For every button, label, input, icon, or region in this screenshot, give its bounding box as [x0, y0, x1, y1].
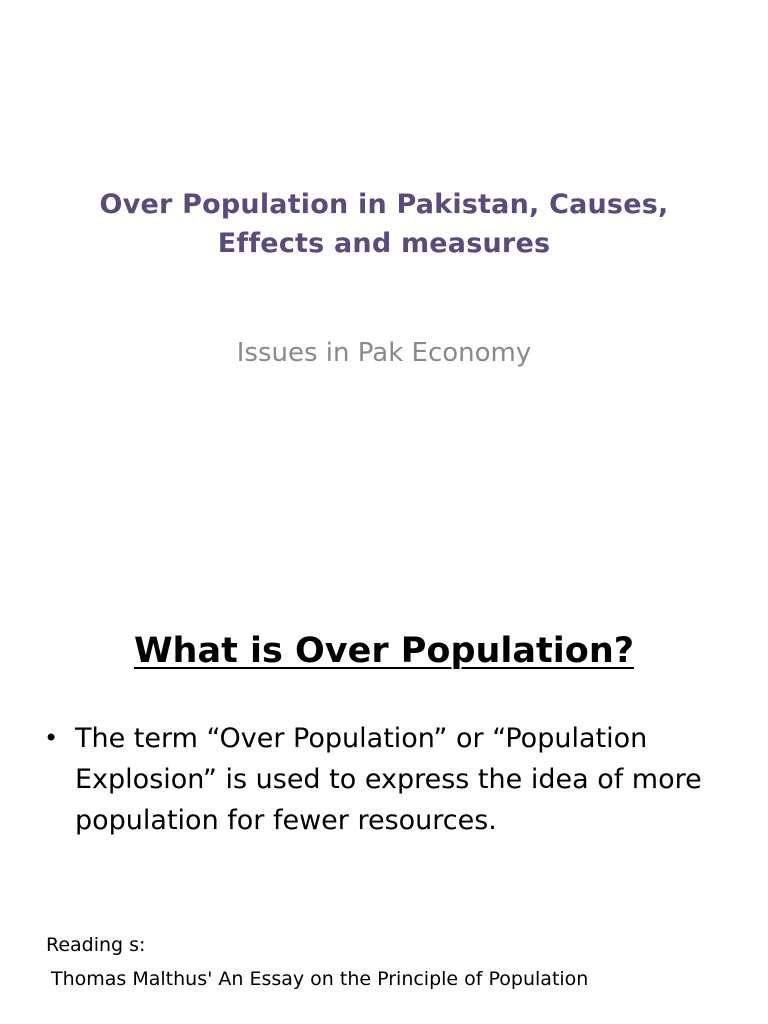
readings-section	[46, 928, 746, 996]
slide-heading: What is Over Population?	[133, 631, 635, 671]
bullet-line-1: The term “Over Population” or “Population	[75, 723, 648, 754]
bullet-line-2: Explosion” is used to express the idea of more	[75, 764, 702, 795]
bullet-list	[44, 718, 724, 841]
slide-title-line-1: Over Population in Pakistan, Causes,	[99, 189, 669, 220]
content-slide	[0, 560, 768, 1024]
slide-subtitle: Issues in Pak Economy	[236, 338, 532, 368]
readings-reference: Thomas Malthus' An Essay on the Principle of Population	[51, 968, 589, 990]
bullet-item	[44, 718, 724, 841]
slide-title-line-2: Effects and measures	[217, 228, 551, 259]
bullet-line-3: population for fewer resources.	[75, 805, 497, 836]
readings-label: Reading s:	[46, 934, 146, 956]
bullet-dot-icon: •	[44, 724, 59, 752]
slide-title	[60, 185, 708, 263]
